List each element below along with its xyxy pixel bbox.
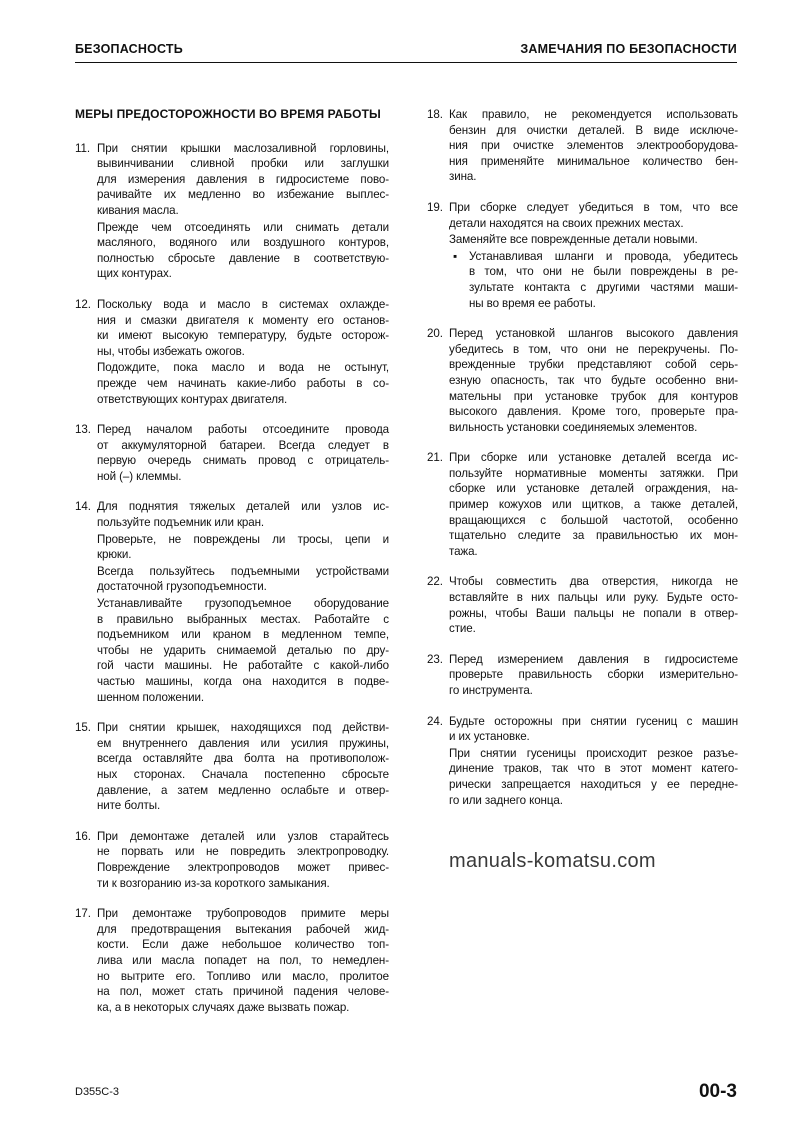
text-line: зина.: [449, 170, 477, 184]
text-line: кости. Если даже небольшое количество топ-: [97, 938, 389, 952]
paragraph: [97, 499, 389, 530]
text-line: детали находятся на своих прежних местах.: [449, 216, 684, 230]
text-line: тщательно следите за правильностью их мон-: [449, 529, 738, 543]
text-line: от аккумуляторной батареи. Всегда следует в: [97, 438, 389, 452]
text-line: го инструмента.: [449, 684, 533, 697]
text-line: гой части машины. Не работайте с какой-либо: [97, 659, 389, 673]
text-line: езную опасность, так что будьте особенно вни-: [449, 373, 738, 387]
right-item-list: [427, 107, 738, 808]
text-line: вставляйте в них пальцы или руку. Будьте осто-: [449, 591, 738, 605]
text-line: Проверьте, не повреждены ли тросы, цепи и: [97, 532, 389, 546]
list-item: [75, 906, 389, 1015]
item-number: 21.: [427, 451, 443, 465]
text-line: При демонтаже трубопроводов примите меры: [97, 907, 389, 921]
item-number: 13.: [75, 423, 91, 437]
text-line: ки имеют высокую температуру, будьте осторож-: [97, 329, 389, 343]
text-line: При снятии крышек, находящихся под действи-: [97, 721, 389, 735]
text-line: но вытрите его. Топливо или масло, пролитое: [97, 969, 389, 983]
text-line: При демонтаже деталей или узлов старайтесь: [97, 829, 389, 843]
left-item-list: [75, 141, 389, 1016]
list-item: [427, 450, 738, 559]
paragraph: [449, 746, 738, 808]
text-line: прежде чем начинать какие-либо работы в со-: [97, 376, 389, 390]
text-line: достаточной грузоподъемности.: [97, 580, 267, 594]
text-line: проверьте правильность сборки измерительно-: [449, 668, 738, 682]
paragraph: [449, 232, 738, 248]
item-number: 22.: [427, 575, 443, 589]
bullet-icon: ▪: [453, 249, 458, 263]
item-number: 24.: [427, 714, 443, 728]
text-line: ния при очистке элементов электрооборудова-: [449, 139, 738, 153]
right-column: [427, 107, 738, 823]
list-item: [427, 574, 738, 636]
text-line: рически запрещается находиться у ее передне-: [449, 777, 738, 791]
text-line: щих контурах.: [97, 267, 172, 281]
text-line: вильность установки соединяемых элементов.: [449, 420, 698, 434]
text-line: Прежде чем отсоединять или снимать детали: [97, 220, 389, 234]
list-item: [427, 652, 738, 699]
text-line: врежденные трубки представляют собой серь-: [449, 358, 738, 372]
text-line: зультате контакта с другими частями маши-: [469, 280, 738, 294]
paragraph: [97, 532, 389, 563]
list-item: [427, 200, 738, 311]
page-number: 00-3: [698, 1081, 737, 1102]
text-line: Всегда пользуйтесь подъемными устройствами: [97, 564, 389, 578]
text-line: Повреждение электропроводов может привес-: [97, 860, 389, 874]
text-line: Как правило, не рекомендуется использовать: [449, 108, 738, 121]
item-number: 15.: [75, 721, 91, 735]
text-line: шенном положении.: [97, 690, 204, 704]
list-item: [427, 107, 738, 185]
text-line: Устанавливая шланги и провода, убедитесь: [469, 249, 738, 263]
paragraph: [97, 141, 389, 219]
text-line: вывинчивании сливной пробки или заглушки: [97, 157, 389, 171]
text-line: ния применяйте минимальное количество бен-: [449, 154, 738, 168]
paragraph: [97, 906, 389, 1015]
header-rule: [75, 62, 737, 63]
list-item: [75, 141, 389, 282]
text-line: чтобы не ударить снимаемой деталью по дру-: [97, 643, 389, 657]
paragraph: [449, 326, 738, 435]
text-line: Перед установкой шлангов высокого давления: [449, 327, 738, 341]
text-line: Поскольку вода и масло в системах охлажде-: [97, 297, 389, 311]
text-line: первую очередь снимать провод с отрицатель-: [97, 454, 389, 468]
left-column: [75, 107, 389, 1030]
text-line: в том, что они не были повреждены в ре-: [469, 265, 738, 279]
header-section: БЕЗОПАСНОСТЬ: [75, 42, 183, 56]
item-number: 17.: [75, 907, 91, 921]
text-line: При сборке или установке деталей всегда ис-: [449, 451, 738, 465]
text-line: пользуйте подъемник или кран.: [97, 516, 265, 530]
list-item: [75, 499, 389, 705]
text-line: высокого давления. Кроме того, проверьте пра-: [449, 405, 738, 419]
text-line: Чтобы совместить два отверстия, никогда не: [449, 575, 738, 589]
section-title: МЕРЫ ПРЕДОСТОРОЖНОСТИ ВО ВРЕМЯ РАБОТЫ: [75, 107, 381, 121]
list-item: [75, 422, 389, 484]
text-line: ните болты.: [97, 799, 161, 813]
text-line: полностью сбросьте давление в соответствую-: [97, 251, 389, 265]
text-line: Устанавливайте грузоподъемное оборудование: [97, 597, 389, 611]
text-line: для измерения давления в гидросистеме пово-: [97, 172, 389, 186]
text-line: Заменяйте все поврежденные детали новыми.: [449, 233, 698, 247]
item-number: 16.: [75, 829, 91, 843]
paragraph: [449, 574, 738, 636]
text-line: пользуйте нормативные моменты затяжки. При: [449, 466, 738, 480]
text-line: ответствующих контурах двигателя.: [97, 392, 288, 406]
text-line: ка, а в некоторых случаях даже вызвать пожар.: [97, 1000, 350, 1014]
text-line: ны, чтобы избежать ожогов.: [97, 344, 245, 358]
text-line: в правильно выбранных местах. Работайте с: [97, 612, 389, 626]
text-line: динение траков, так что в этот момент катего-: [449, 762, 738, 776]
text-line: не порвать или не повредить электропроводку.: [97, 845, 389, 859]
paragraph: [97, 297, 389, 359]
text-line: всегда оставляйте два болта на противополож-: [97, 752, 389, 766]
item-number: 19.: [427, 200, 443, 214]
paragraph: [449, 714, 738, 745]
text-line: сборке или установке деталей ограждения, на-: [449, 482, 738, 496]
text-line: ния и смазки двигателя к моменту его останов-: [97, 313, 389, 327]
text-line: ти к возгоранию из-за короткого замыкания.: [97, 876, 330, 890]
paragraph: [449, 450, 738, 559]
text-line: При сборке следует убедиться в том, что все: [449, 200, 738, 214]
text-line: При снятии гусеницы происходит резкое разъе-: [449, 746, 738, 760]
text-line: тажа.: [449, 544, 478, 558]
text-line: и их установке.: [449, 730, 530, 744]
text-line: подъемником или краном в медленном темпе,: [97, 628, 389, 642]
paragraph: [97, 564, 389, 595]
text-line: Для поднятия тяжелых деталей или узлов ис-: [97, 500, 389, 514]
text-line: ны во время ее работы.: [469, 296, 596, 310]
text-line: ных сторонах. Сначала постепенно сбросьте: [97, 767, 389, 781]
text-line: ем внутреннего давления или усилия пружины,: [97, 736, 389, 750]
text-line: Перед измерением давления в гидросистеме: [449, 652, 738, 666]
text-line: го или заднего конца.: [449, 793, 563, 807]
paragraph: [97, 422, 389, 484]
text-line: пример кожухов или щитков, а также деталей,: [449, 498, 738, 512]
text-line: крюки.: [97, 548, 132, 562]
text-line: мательны при установке трубок для контуров: [449, 389, 738, 403]
item-number: 11.: [75, 141, 90, 155]
text-line: При снятии крышки маслозаливной горловины,: [97, 141, 389, 155]
paragraph: [449, 652, 738, 699]
text-line: на пол, может стать причиной падения челове-: [97, 985, 389, 999]
list-item: [75, 720, 389, 814]
list-item: [427, 714, 738, 809]
item-number: 12.: [75, 297, 91, 311]
paragraph: [97, 829, 389, 891]
text-line: стие.: [449, 622, 476, 636]
paragraph: [97, 220, 389, 282]
text-line: бензин для очистки деталей. В виде исключе-: [449, 123, 738, 137]
footer-model: D355C-3: [75, 1086, 120, 1098]
item-number: 20.: [427, 327, 443, 341]
text-line: рачивайте их медленно во избежание выплес-: [97, 188, 389, 202]
text-line: кивания масла.: [97, 203, 179, 217]
list-item: [75, 829, 389, 891]
text-line: ной (–) клеммы.: [97, 469, 182, 483]
text-line: лива или масла попадет на пол, то немедлен-: [97, 953, 389, 967]
paragraph: [449, 200, 738, 231]
paragraph: [97, 596, 389, 705]
paragraph: [449, 249, 738, 311]
list-item: [427, 326, 738, 435]
text-line: для предотвращения вытекания рабочей жид-: [97, 922, 389, 936]
text-line: Подождите, пока масло и вода не остынут,: [97, 361, 389, 375]
paragraph: [97, 360, 389, 407]
text-line: вращающихся с большой частотой, особенно: [449, 513, 738, 527]
paragraph: [97, 720, 389, 814]
text-line: убедитесь в том, что они не перекручены. По-: [449, 342, 738, 356]
list-item: [75, 297, 389, 407]
paragraph: [449, 107, 738, 185]
text-line: Будьте осторожны при снятии гусениц с машин: [449, 714, 738, 728]
text-line: Перед началом работы отсоедините провода: [97, 423, 389, 437]
item-number: 23.: [427, 652, 443, 666]
item-number: 14.: [75, 500, 91, 514]
header-chapter: ЗАМЕЧАНИЯ ПО БЕЗОПАСНОСТИ: [520, 42, 737, 56]
text-line: рожны, чтобы Ваши пальцы не попали в отвер-: [449, 606, 738, 620]
text-line: давление, а затем медленно ослабьте и отвер-: [97, 783, 389, 797]
watermark: manuals-komatsu.com: [449, 850, 656, 872]
text-line: частью машины, когда она находится в подве-: [97, 675, 389, 688]
text-line: масляного, водяного или воздушного контуров,: [97, 236, 389, 250]
item-number: 18.: [427, 108, 443, 121]
